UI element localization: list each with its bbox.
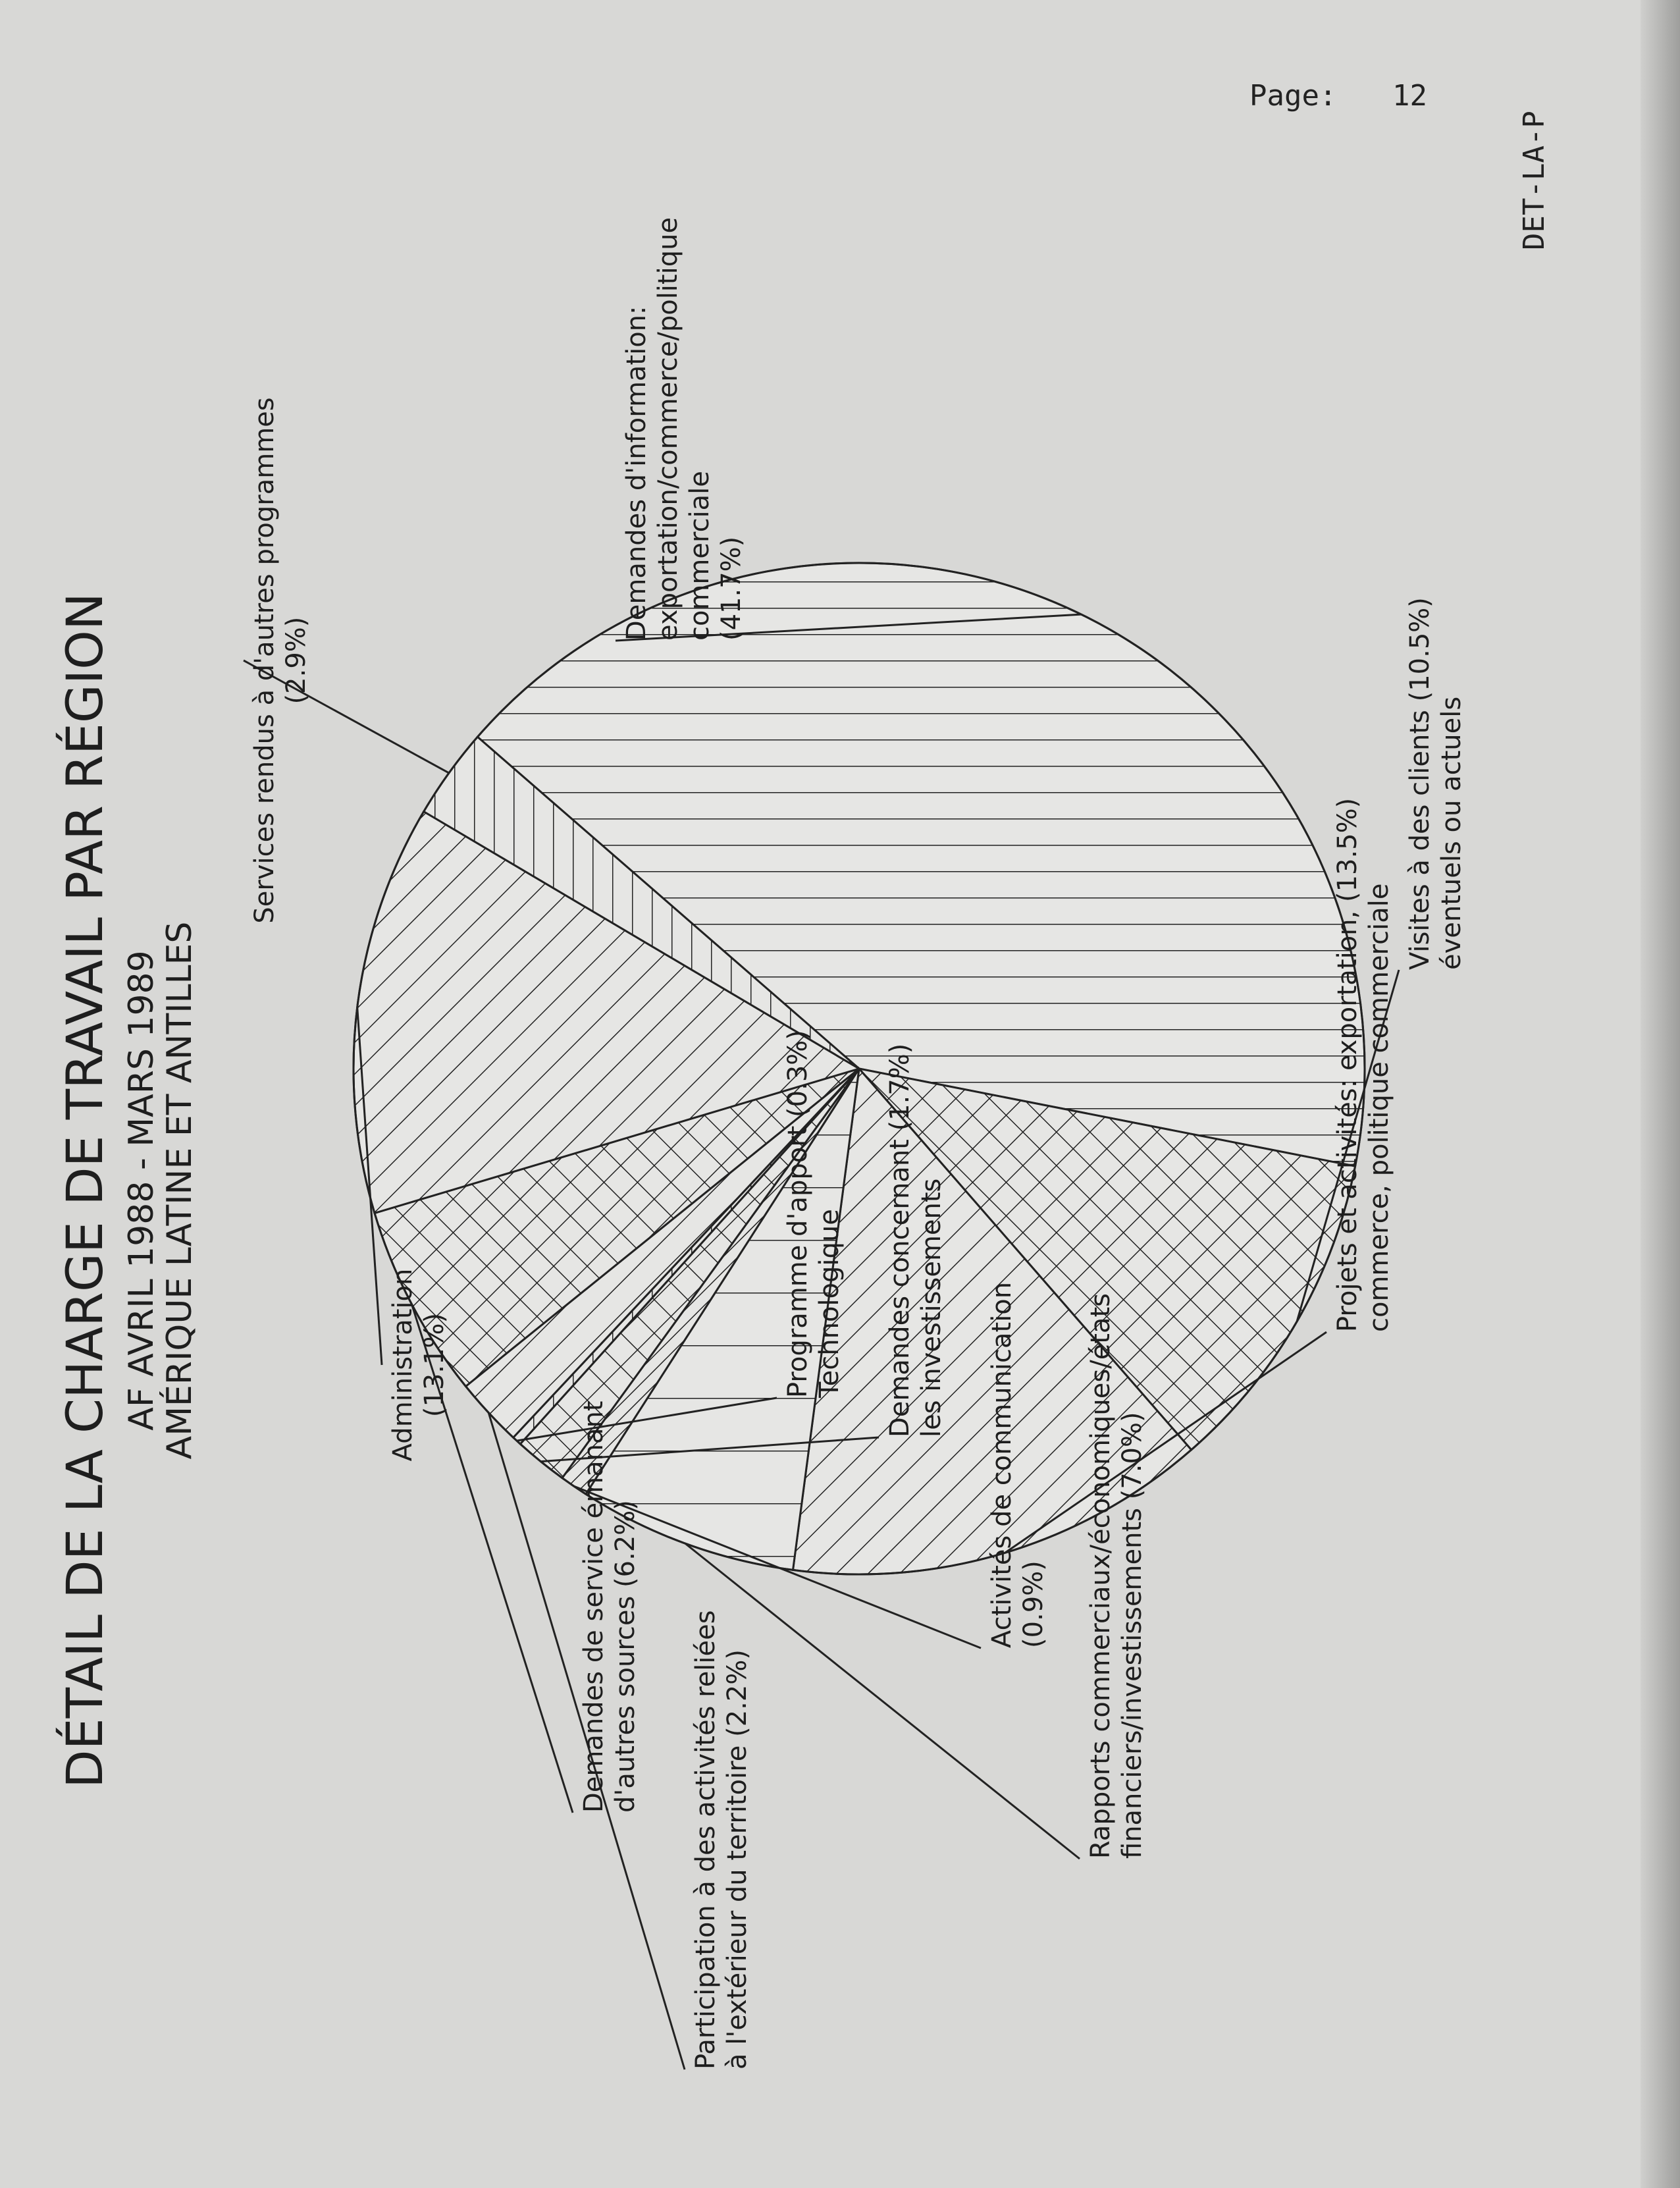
pie-chart: [354, 563, 1365, 1574]
slice-label-7: Programme d'apport (0.3%)Technologique: [783, 1030, 845, 1398]
scan-edge-shadow: [1641, 0, 1680, 2188]
chart-subtitle-2: AMÉRIQUE LATINE ET ANTILLES: [160, 921, 199, 1460]
page-number: 12: [1392, 79, 1427, 113]
slice-label-4: Rapports commerciaux/économiques/étatsfinanciers/investissements (7.0%): [1086, 1293, 1147, 1859]
slice-label-1: Demandes d'information:exportation/commerce/politiquecommerciale(41.7%): [621, 217, 747, 641]
slice-label-11: Services rendus à d'autres programmes(2.9%): [249, 397, 311, 924]
document-code: DET-LA-P: [1517, 111, 1551, 250]
chart-subtitle-1: AF AVRIL 1988 - MARS 1989: [122, 950, 161, 1431]
chart-title: DÉTAIL DE LA CHARGE DE TRAVAIL PAR RÉGION: [55, 593, 114, 1788]
slice-label-6: Demandes concernant (1.7%)les investissements: [885, 1043, 947, 1437]
slice-label-2: Visites à des clients (10.5%)éventuels ou actuels: [1405, 597, 1467, 970]
slice-label-8: Participation à des activités reliéesà l'extérieur du territoire (2.2%): [691, 1610, 752, 2069]
slice-label-9: Demandes de service émanantd'autres sources (6.2%): [579, 1401, 641, 1813]
slice-label-3: Projets et activités: exportation, (13.5%)commerce, politique commerciale: [1332, 797, 1394, 1332]
slice-label-5: Activités de communication(0.9%): [987, 1281, 1049, 1648]
slice-label-10: Administration(13.1%): [388, 1268, 450, 1462]
page-label: Page:: [1249, 79, 1337, 113]
